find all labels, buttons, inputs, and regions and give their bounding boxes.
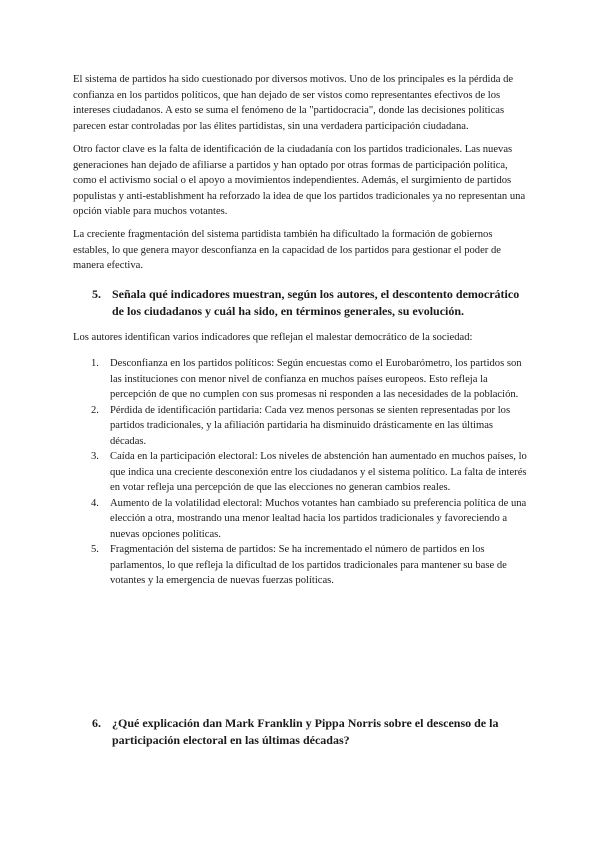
list-item xyxy=(73,449,530,496)
list-marker: 1. xyxy=(91,358,99,369)
question-5-line2: de los ciudadanos y cuál ha sido, en términos generales, su evolución. xyxy=(112,304,465,318)
question-5-line1: Señala qué indicadores muestran, según los autores, el descontento democrático xyxy=(112,287,520,301)
list-item-text: Caída en la participación electoral: Los niveles de abstención han aumentado en muchos países, lo que indica una creciente desconexión entre los ciudadanos y el sistema político. La falta de interés en votar refleja una percepción de que las elecciones no generan cambios reales. xyxy=(110,451,527,493)
list-marker: 3. xyxy=(91,451,99,462)
question-6-line1: ¿Qué explicación dan Mark Franklin y Pippa Norris sobre el descenso de la xyxy=(112,716,499,730)
question-5-number: 5. xyxy=(92,287,101,301)
paragraph-identification: Otro factor clave es la falta de identificación de la ciudadanía con los partidos tradicionales. Las nuevas generaciones han dejado de afiliarse a partidos y han optado por otras formas de participación política, como el activismo social o el apoyo a movimientos independientes. Además, el surgimiento de partidos populistas y anti-establishment ha reforzado la idea de que los partidos tradicionales ya no representan una opción viable para muchos votantes. xyxy=(73,144,526,217)
list-item-text: Fragmentación del sistema de partidos: Se ha incrementado el número de partidos en los parlamentos, lo que refleja la dificultad de los partidos tradicionales para mantener su base de votantes y la emergencia de nuevas fuerzas políticas. xyxy=(110,544,507,586)
list-item-text: Desconfianza en los partidos políticos: Según encuestas como el Eurobarómetro, los partidos son las instituciones con menor nivel de confianza en muchos países europeos. Esto refleja la percepción de que no cumplen con sus promesas ni responden a las necesidades de la población. xyxy=(110,358,522,400)
list-item xyxy=(73,356,530,403)
question-5-heading xyxy=(92,286,522,320)
list-marker: 5. xyxy=(91,544,99,555)
paragraph-fragmentation: La creciente fragmentación del sistema partidista también ha dificultado la formación de gobiernos estables, lo que genera mayor desconfianza en la capacidad de los partidos para gestionar el poder de manera efectiva. xyxy=(73,229,501,271)
list-item-text: Aumento de la volatilidad electoral: Muchos votantes han cambiado su preferencia política de una elección a otra, mostrando una menor lealtad hacia los partidos tradicionales y favoreciendo a nuevas opciones políticas. xyxy=(110,497,527,540)
indicators-list xyxy=(73,356,530,589)
list-item xyxy=(73,403,530,450)
question-6-number: 6. xyxy=(92,716,101,730)
list-item-text: Pérdida de identificación partidaria: Cada vez menos personas se sienten representadas por los partidos tradicionales, y la afiliación partidaria ha disminuido drásticamente en las últimas décadas. xyxy=(110,404,511,447)
intro-paragraph: Los autores identifican varios indicadores que reflejan el malestar democrático de la sociedad: xyxy=(73,332,473,343)
list-marker: 2. xyxy=(91,404,99,416)
list-marker: 4. xyxy=(91,497,99,509)
question-6-heading xyxy=(92,715,522,749)
paragraph-party-system-questioned: El sistema de partidos ha sido cuestionado por diversos motivos. Uno de los principales es la pérdida de confianza en los partidos políticos, que han dejado de ser vistos como representantes efectivos de los intereses ciudadanos. A esto se suma el fenómeno de la "partidocracia", donde las decisiones políticas parecen estar controladas por las élites partidistas, sin una verdadera participación ciudadana. xyxy=(73,74,514,132)
list-item xyxy=(73,496,530,543)
question-6-line2: participación electoral en las últimas décadas? xyxy=(112,733,350,747)
list-item xyxy=(73,542,530,589)
